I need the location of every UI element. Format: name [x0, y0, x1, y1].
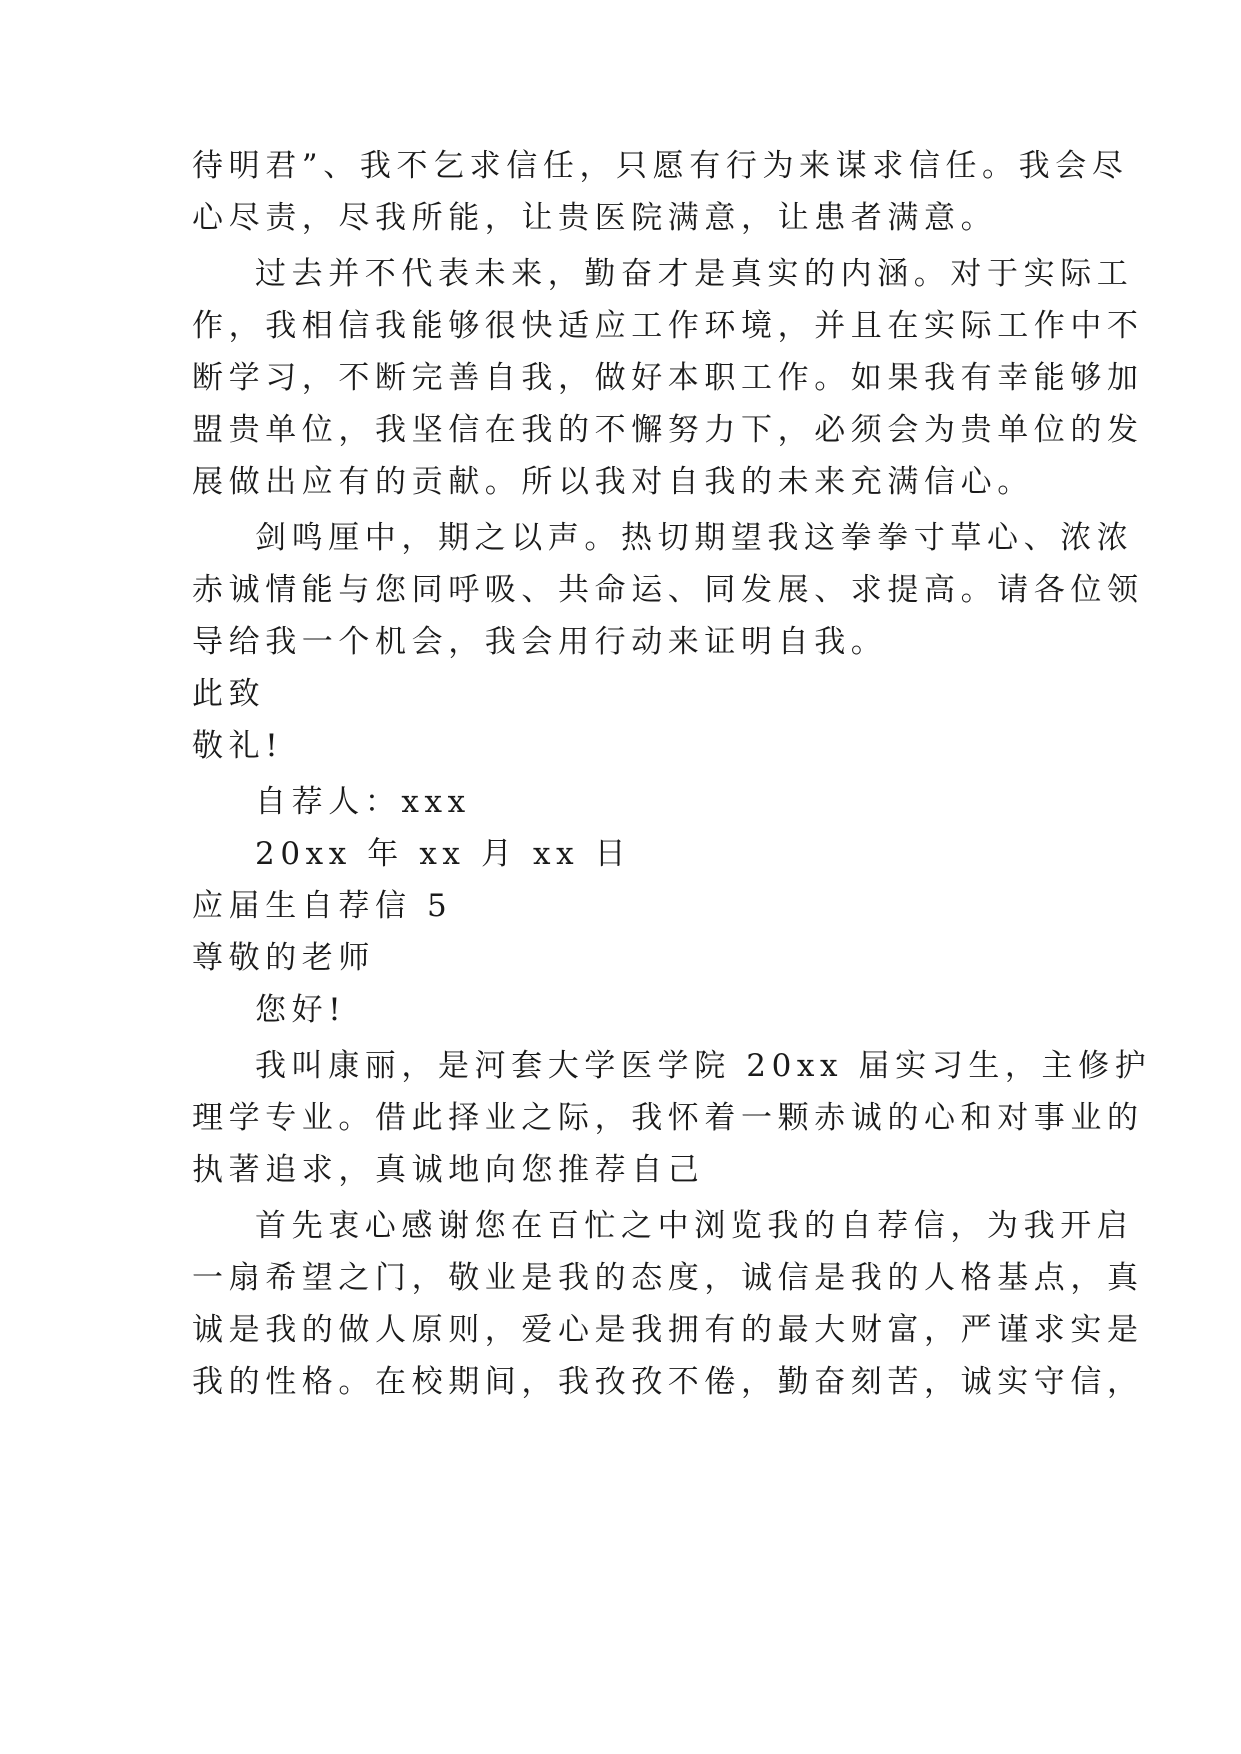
signature-line: 自荐人：xxx [255, 784, 471, 820]
paragraph-line: 待明君”、我不乞求信任，只愿有行为来谋求信任。我会尽 [192, 148, 1129, 184]
paragraph-line: 我叫康丽，是河套大学医学院 20xx 届实习生，主修护 [255, 1048, 1152, 1084]
paragraph-line: 断学习，不断完善自我，做好本职工作。如果我有幸能够加 [192, 360, 1144, 396]
paragraph-line: 诚是我的做人原则，爱心是我拥有的最大财富，严谨求实是 [192, 1312, 1144, 1348]
greeting-line: 您好! [255, 992, 347, 1028]
paragraph-line: 执著追求，真诚地向您推荐自己 [192, 1152, 705, 1188]
date-line: 20xx 年 xx 月 xx 日 [255, 836, 632, 872]
paragraph-line: 盟贵单位，我坚信在我的不懈努力下，必须会为贵单位的发 [192, 412, 1144, 448]
closing-line: 此致 [192, 676, 266, 712]
paragraph-line: 一扇希望之门，敬业是我的态度，诚信是我的人格基点，真 [192, 1260, 1144, 1296]
section-heading: 应届生自荐信 5 [192, 888, 453, 924]
paragraph-line: 赤诚情能与您同呼吸、共命运、同发展、求提高。请各位领 [192, 572, 1144, 608]
paragraph-line: 展做出应有的贡献。所以我对自我的未来充满信心。 [192, 464, 1034, 500]
paragraph-line: 理学专业。借此择业之际，我怀着一颗赤诚的心和对事业的 [192, 1100, 1144, 1136]
paragraph-line: 我的性格。在校期间，我孜孜不倦，勤奋刻苦，诚实守信， [192, 1364, 1144, 1400]
paragraph-line: 剑鸣厘中，期之以声。热切期望我这拳拳寸草心、浓浓 [255, 520, 1134, 556]
paragraph-line: 过去并不代表未来，勤奋才是真实的内涵。对于实际工 [255, 256, 1134, 292]
paragraph-line: 心尽责，尽我所能，让贵医院满意，让患者满意。 [192, 200, 998, 236]
paragraph-line: 作，我相信我能够很快适应工作环境，并且在实际工作中不 [192, 308, 1144, 344]
salutation-line: 敬礼! [192, 728, 284, 764]
greeting-line: 尊敬的老师 [192, 940, 375, 976]
paragraph-line: 首先衷心感谢您在百忙之中浏览我的自荐信，为我开启 [255, 1208, 1134, 1244]
paragraph-line: 导给我一个机会，我会用行动来证明自我。 [192, 624, 888, 660]
